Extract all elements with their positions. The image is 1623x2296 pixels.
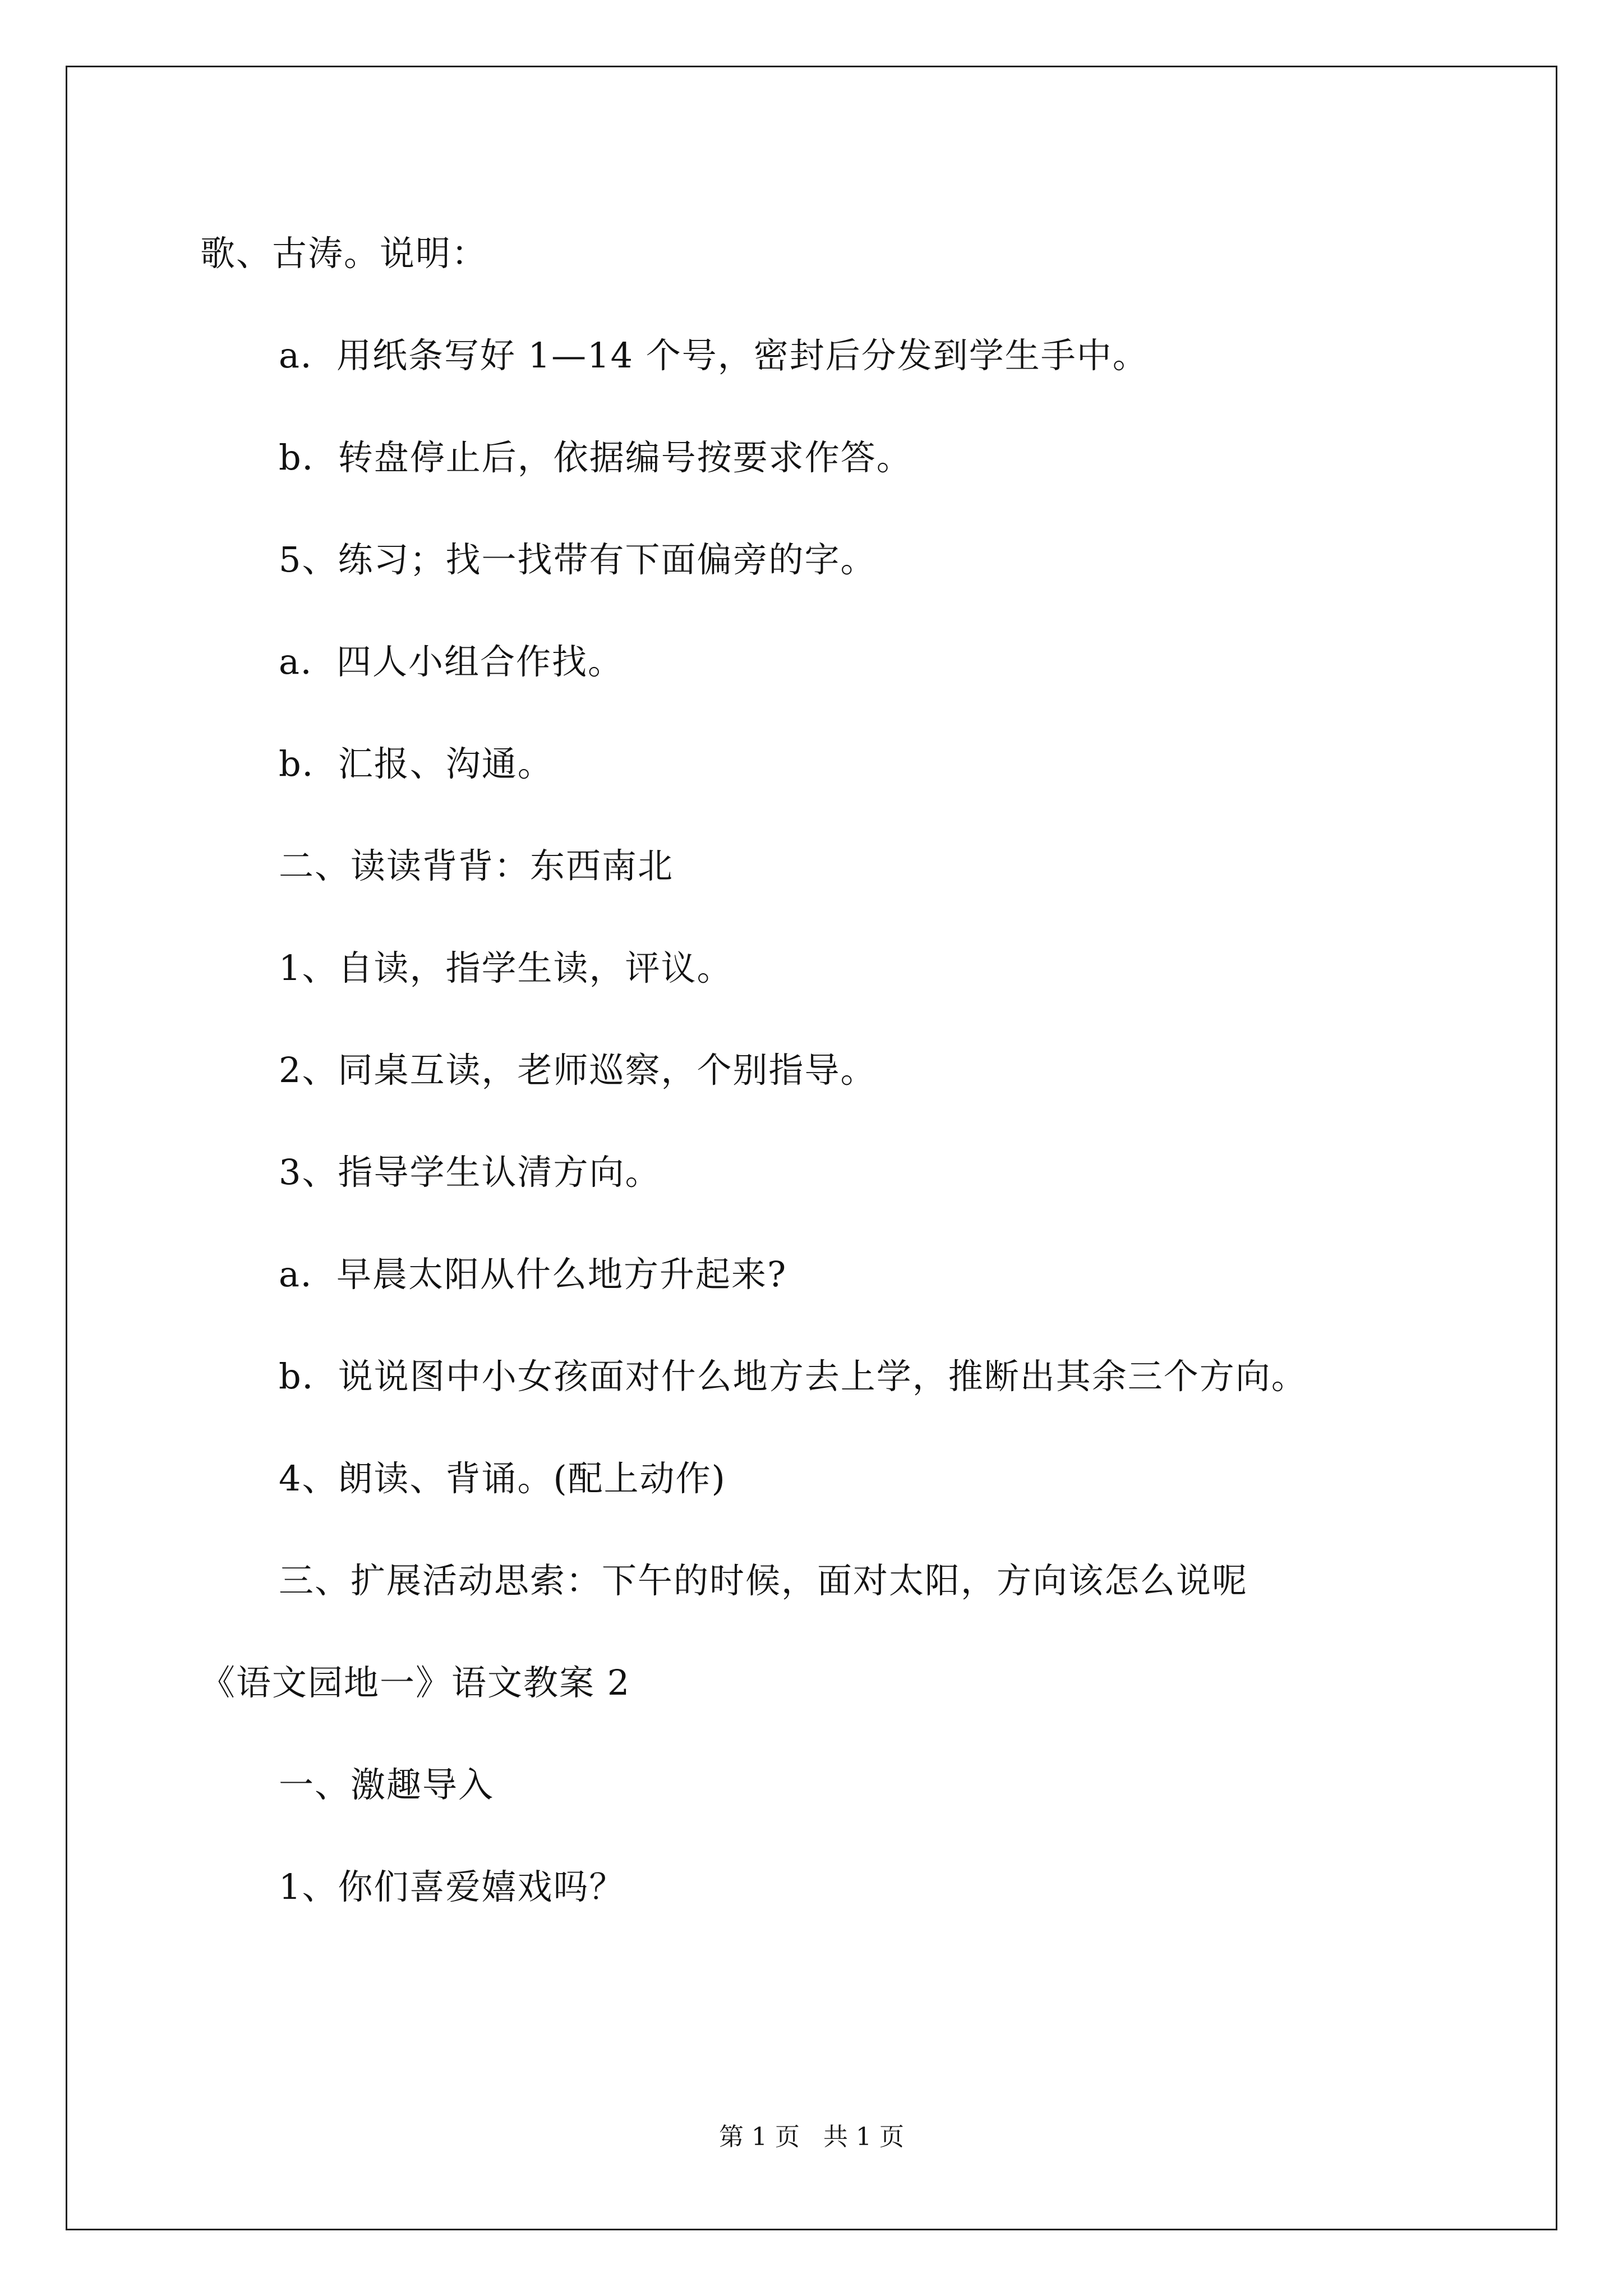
text-line: 1、你们喜爱嬉戏吗？ [279, 1866, 625, 1907]
text-line: 2、同桌互读，老师巡察，个别指导。 [279, 1050, 877, 1091]
text-line: a．四人小组合作找。 [279, 641, 624, 682]
text-line: 4、朗读、背诵。(配上动作) [279, 1458, 726, 1499]
text-line: 1、自读，指学生读，评议。 [279, 947, 733, 988]
text-line: b．说说图中小女孩面对什么地方去上学，推断出其余三个方向。 [279, 1356, 1307, 1397]
text-line: 3、指导学生认清方向。 [279, 1152, 661, 1193]
section-heading: 三、扩展活动思索：下午的时候，面对太阳，方向该怎么说呢 [279, 1560, 1248, 1601]
page-footer: 第 1 页 共 1 页 [719, 2123, 904, 2151]
text-line: 歌、古涛。说明： [200, 233, 488, 274]
document-title: 《语文园地一》语文教案 2 [200, 1662, 631, 1703]
text-line: b．转盘停止后，依据编号按要求作答。 [279, 437, 912, 478]
section-heading: 二、读读背背：东西南北 [279, 845, 674, 886]
text-line: a．用纸条写好 1—14 个号，密封后分发到学生手中。 [279, 335, 1149, 376]
text-line: a．早晨太阳从什么地方升起来? [279, 1254, 787, 1295]
text-line: 5、练习；找一找带有下面偏旁的字。 [279, 539, 877, 580]
section-heading: 一、激趣导入 [279, 1764, 495, 1805]
text-line: b．汇报、沟通。 [279, 743, 554, 784]
